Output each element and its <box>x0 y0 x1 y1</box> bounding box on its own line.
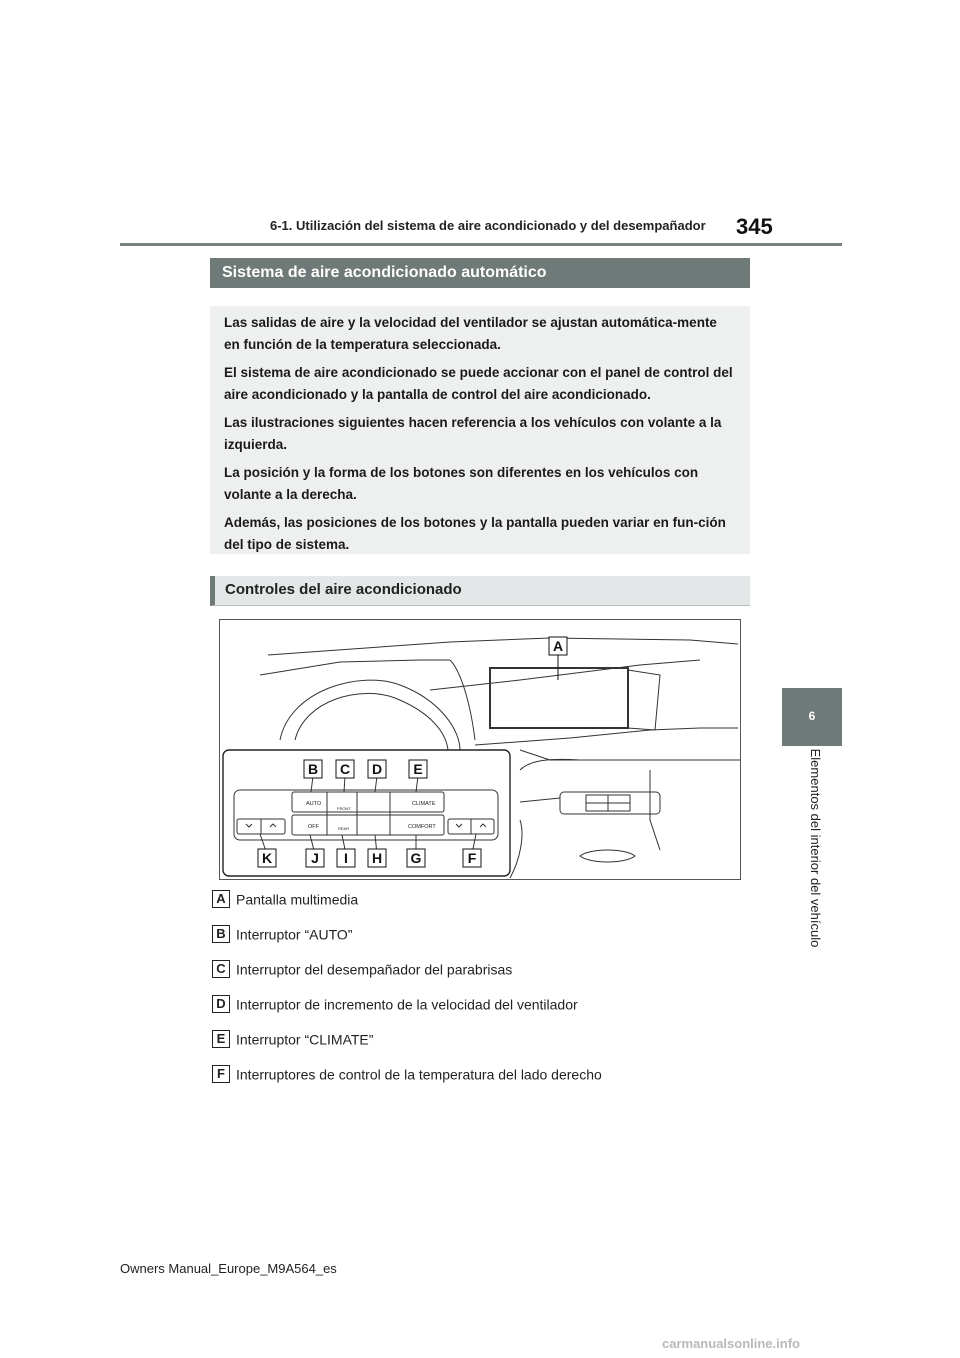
legend-key: A <box>212 890 230 908</box>
chapter-tab-label: Elementos del interior del vehículo <box>808 748 823 948</box>
intro-paragraph: El sistema de aire acondicionado se puede accionar con el panel de control del aire acondicionado y la pantalla de control del aire acondicionado. <box>224 365 733 402</box>
dashboard-illustration <box>219 619 741 880</box>
legend-key: C <box>212 960 230 978</box>
intro-paragraph: Las salidas de aire y la velocidad del ventilador se ajustan automática-mente en función de la temperatura seleccionada. <box>224 315 717 352</box>
legend-item <box>212 995 578 1013</box>
subsection-title: Controles del aire acondicionado <box>210 576 750 606</box>
intro-paragraph: Las ilustraciones siguientes hacen referencia a los vehículos con volante a la izquierda. <box>224 415 722 452</box>
intro-box <box>210 306 750 554</box>
legend-key: B <box>212 925 230 943</box>
legend-key: F <box>212 1065 230 1083</box>
legend-text: Interruptor del desempañador del parabrisas <box>236 961 513 978</box>
panel-label-climate: CLIMATE <box>412 801 436 807</box>
callout-f: F <box>467 850 477 866</box>
callout-d: D <box>371 761 383 777</box>
panel-label-rear: REAR <box>338 826 350 831</box>
watermark: carmanualsonline.info <box>662 1336 800 1351</box>
legend-item <box>212 960 512 978</box>
panel-label-off: OFF <box>308 824 319 830</box>
panel-label-comfort: COMFORT <box>408 824 436 830</box>
footer-doc-id: Owners Manual_Europe_M9A564_es <box>120 1261 337 1276</box>
legend-item <box>212 925 352 943</box>
callout-c: C <box>339 761 351 777</box>
header-divider <box>120 243 842 246</box>
legend-text: Pantalla multimedia <box>236 891 359 908</box>
panel-label-auto: AUTO <box>306 801 322 807</box>
legend-text: Interruptor “CLIMATE” <box>236 1031 374 1048</box>
intro-paragraph: La posición y la forma de los botones son diferentes en los vehículos con volante a la derecha. <box>224 465 699 502</box>
callout-a: A <box>552 638 564 654</box>
callout-b: B <box>307 761 319 777</box>
legend-item <box>212 1065 602 1083</box>
legend-item <box>212 890 358 908</box>
callout-i: I <box>344 850 348 866</box>
callout-g: G <box>410 850 422 866</box>
legend-text: Interruptor de incremento de la velocidad del ventilador <box>236 996 578 1013</box>
callout-k: K <box>261 850 273 866</box>
callout-e: E <box>413 761 423 777</box>
legend-text: Interruptores de control de la temperatura del lado derecho <box>236 1066 602 1083</box>
legend-text: Interruptor “AUTO” <box>236 926 353 943</box>
section-title: Sistema de aire acondicionado automático <box>210 258 750 288</box>
legend-key: E <box>212 1030 230 1048</box>
panel-label-front: FRONT <box>337 806 351 811</box>
callout-j: J <box>311 850 319 866</box>
intro-paragraph: Además, las posiciones de los botones y la pantalla pueden variar en fun-ción del tipo de sistema. <box>224 515 726 552</box>
dashboard-drawing <box>220 620 740 879</box>
callout-h: H <box>371 850 383 866</box>
chapter-heading: 6-1. Utilización del sistema de aire acondicionado y del desempañador <box>270 218 706 233</box>
legend-key: D <box>212 995 230 1013</box>
page-number: 345 <box>736 214 773 239</box>
chapter-tab: 6 <box>782 688 842 746</box>
legend-item <box>212 1030 373 1048</box>
